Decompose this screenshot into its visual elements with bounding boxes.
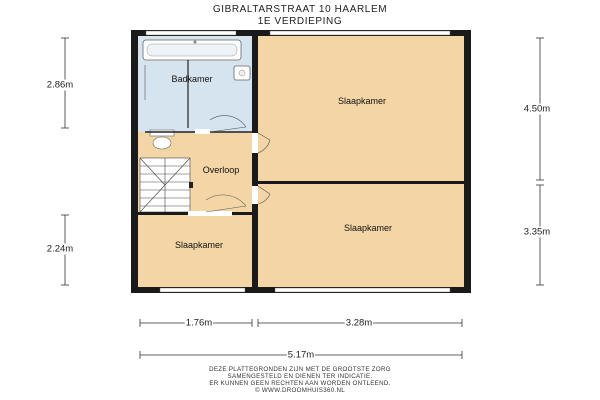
floor-slaapkamer-back <box>258 184 464 287</box>
room-label-badkamer: Badkamer <box>171 74 213 84</box>
dimension-left-top: 2.86m <box>46 79 74 91</box>
room-label-slaapkamer-back: Slaapkamer <box>343 223 393 233</box>
disclaimer-line-3: ER KUNNEN GEEN RECHTEN AAN WORDEN ONTLEEND. <box>209 380 391 387</box>
dimension-total-width: 5.17m <box>287 349 315 361</box>
plan-subtitle: 1E VERDIEPING <box>257 16 343 27</box>
dimension-left-bottom: 2.24m <box>46 243 74 255</box>
copyright-line: © WWW.DROOMHUIS360.NL <box>255 387 345 394</box>
stairs <box>140 158 190 212</box>
bathtub <box>143 40 241 60</box>
disclaimer-line-1: DEZE PLATTEGRONDEN ZIJN MET DE GROOTSTE ZORG <box>209 366 391 373</box>
floor-slaapkamer-front <box>258 36 464 181</box>
dimension-right-bottom: 3.35m <box>523 226 551 238</box>
room-label-slaapkamer-small: Slaapkamer <box>174 240 224 250</box>
room-label-overloop: Overloop <box>202 165 240 175</box>
dimension-bottom-left: 1.76m <box>185 317 213 329</box>
dimension-right-top: 4.50m <box>523 103 551 115</box>
room-label-slaapkamer-front: Slaapkamer <box>337 96 387 106</box>
plan-title: GIBRALTARSTRAAT 10 HAARLEM <box>212 4 388 15</box>
sink <box>234 66 250 80</box>
disclaimer-line-2: SAMENGESTELD EN DIENEN TER INDICATIE. <box>227 373 373 380</box>
dimension-bottom-right: 3.28m <box>345 317 373 329</box>
stairs-post <box>189 182 193 188</box>
floor-slaapkamer-small <box>138 215 252 287</box>
